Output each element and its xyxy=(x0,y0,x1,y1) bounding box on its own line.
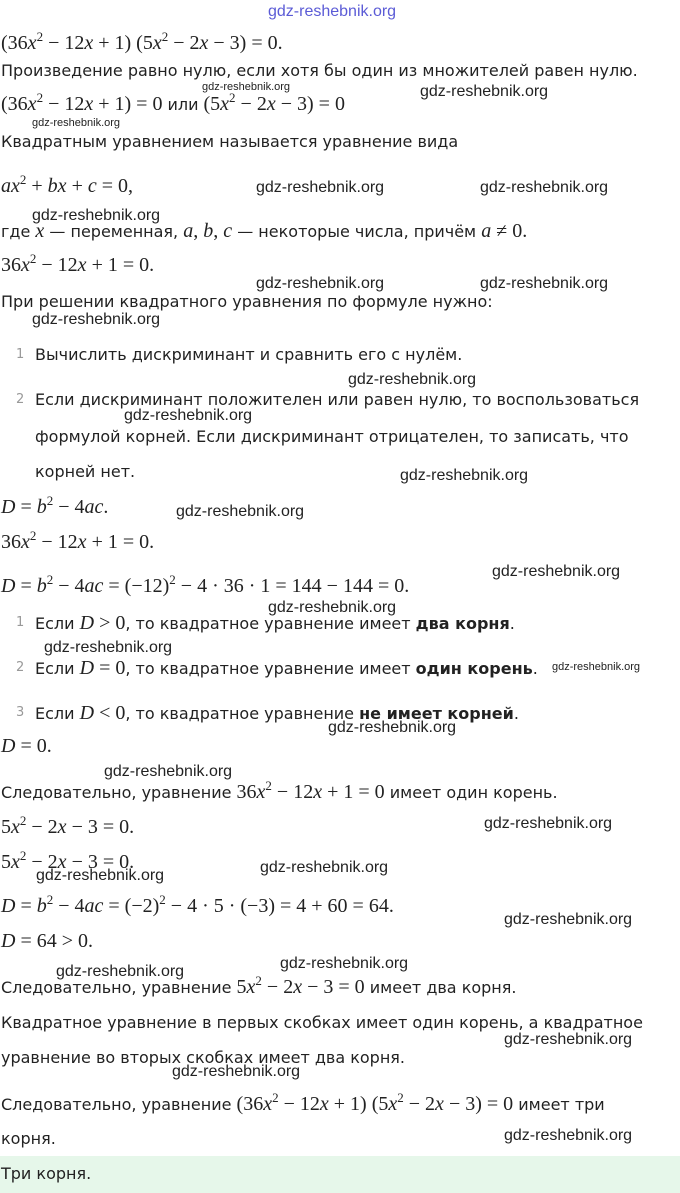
answer-box xyxy=(0,1156,680,1193)
step-number: 1 xyxy=(16,347,25,362)
summary-line: Квадратное уравнение в первых скобках имеет один корень, а квадратное xyxy=(1,1013,643,1032)
answer-text: Три корня. xyxy=(1,1164,92,1183)
step-text: Вычислить дискриминант и сравнить его с нулём. xyxy=(35,345,463,364)
watermark: gdz-reshebnik.org xyxy=(124,407,253,424)
watermark: gdz-reshebnik.org xyxy=(268,3,397,20)
watermark: gdz-reshebnik.org xyxy=(44,639,173,656)
conclusion-final: Следовательно, уравнение $(36x^2 - 12x + 1) (5x^2 - 2x - 3) = 0$ имеет три xyxy=(1,1090,605,1115)
watermark: gdz-reshebnik.org xyxy=(348,371,477,388)
conclusion-final-continued: корня. xyxy=(1,1129,56,1148)
discriminant-calc-1: $D = b^2 - 4ac = (-12)^2 - 4 \cdot 36 \cdot 1 = 144 - 144 = 0$. xyxy=(1,572,410,597)
watermark: gdz-reshebnik.org xyxy=(268,599,397,616)
equation-first-factor-repeat: $36x^2 - 12x + 1 = 0$. xyxy=(1,528,155,553)
case-text: Если D < 0, то квадратное уравнение не имеет корней. xyxy=(35,702,519,724)
step-number: 2 xyxy=(16,392,25,407)
equation-first-factor: $36x^2 - 12x + 1 = 0$. xyxy=(1,251,155,276)
watermark: gdz-reshebnik.org xyxy=(32,117,121,129)
conclusion-first-factor: Следовательно, уравнение $36x^2 - 12x + 1 = 0$ имеет один корень. xyxy=(1,778,558,803)
watermark: gdz-reshebnik.org xyxy=(484,815,613,832)
equation-second-factor-repeat: $5x^2 - 2x - 3 = 0$. xyxy=(1,848,135,873)
watermark: gdz-reshebnik.org xyxy=(32,311,161,328)
watermark: gdz-reshebnik.org xyxy=(172,1063,301,1080)
watermark: gdz-reshebnik.org xyxy=(176,503,305,520)
conclusion-second-factor: Следовательно, уравнение $5x^2 - 2x - 3 = 0$ имеет два корня. xyxy=(1,973,517,998)
watermark: gdz-reshebnik.org xyxy=(400,467,529,484)
equation-split: $(36x^2 - 12x + 1) = 0$ или $(5x^2 - 2x - 3) = 0$ xyxy=(1,90,345,115)
watermark: gdz-reshebnik.org xyxy=(492,563,621,580)
case-number: 3 xyxy=(16,705,25,720)
watermark: gdz-reshebnik.org xyxy=(32,207,161,224)
watermark: gdz-reshebnik.org xyxy=(56,963,185,980)
watermark: gdz-reshebnik.org xyxy=(480,179,609,196)
watermark: gdz-reshebnik.org xyxy=(36,867,165,884)
case-text: Если D > 0, то квадратное уравнение имеет два корня. xyxy=(35,612,515,634)
quadratic-general-form: $ax^2$ + bx + c = 0, xyxy=(1,172,134,197)
watermark: gdz-reshebnik.org xyxy=(504,1127,633,1144)
watermark: gdz-reshebnik.org xyxy=(480,275,609,292)
or-word: или xyxy=(167,95,199,114)
quadratic-definition-note: где x — переменная, a, b, c — некоторые числа, причём a ≠ 0. xyxy=(1,220,528,242)
watermark: gdz-reshebnik.org xyxy=(260,859,389,876)
summary-line: уравнение во вторых скобках имеет два корня. xyxy=(1,1048,406,1067)
watermark: gdz-reshebnik.org xyxy=(328,719,457,736)
product-zero-rule: Произведение равно нулю, если хотя бы один из множителей равен нулю. xyxy=(1,61,638,80)
step-text: Если дискриминант положителен или равен нулю, то воспользоваться xyxy=(35,390,640,409)
watermark: gdz-reshebnik.org xyxy=(256,275,385,292)
formula-method-intro: При решении квадратного уравнения по формуле нужно: xyxy=(1,292,493,311)
equation-second-factor: $5x^2 - 2x - 3 = 0$. xyxy=(1,813,135,838)
quadratic-definition: Квадратным уравнением называется уравнение вида xyxy=(1,132,459,151)
case-text: Если D = 0, то квадратное уравнение имеет один корень. xyxy=(35,657,538,679)
discriminant-formula: $D = b^2 - 4ac$. xyxy=(1,493,109,518)
watermark: gdz-reshebnik.org xyxy=(256,179,385,196)
discriminant-calc-2: $D = b^2 - 4ac = (-2)^2 - 4 \cdot 5 \cdot (-3) = 4 + 60 = 64$. xyxy=(1,892,394,917)
watermark: gdz-reshebnik.org xyxy=(504,1031,633,1048)
discriminant-result-2: D = 64 > 0. xyxy=(1,930,94,952)
case-number: 2 xyxy=(16,660,25,675)
step-text-continued: формулой корней. Если дискриминант отрицателен, то записать, что xyxy=(35,427,629,446)
watermark: gdz-reshebnik.org xyxy=(104,763,233,780)
equation-original: $(36x^2 - 12x + 1) (5x^2 - 2x - 3) = 0$. xyxy=(1,29,283,54)
watermark: gdz-reshebnik.org xyxy=(420,83,549,100)
case-number: 1 xyxy=(16,615,25,630)
discriminant-result-1: D = 0. xyxy=(1,735,52,757)
watermark: gdz-reshebnik.org xyxy=(280,955,409,972)
step-text-continued: корней нет. xyxy=(35,462,136,481)
watermark: gdz-reshebnik.org xyxy=(202,81,291,93)
watermark: gdz-reshebnik.org xyxy=(504,911,633,928)
watermark: gdz-reshebnik.org xyxy=(552,661,641,673)
